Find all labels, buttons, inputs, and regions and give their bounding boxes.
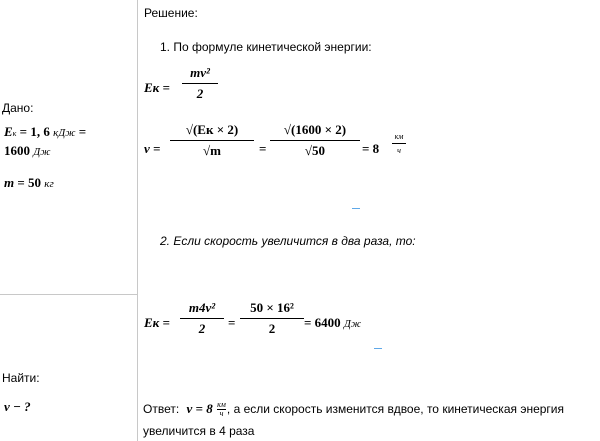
formula2-numerator-a: √(Eк × 2) xyxy=(185,122,239,137)
given-find-divider xyxy=(0,294,137,295)
formula3-lhs: Eк = xyxy=(144,315,170,330)
ek-equals: = xyxy=(78,124,87,139)
formula3-numerator-b: 50 × 16² xyxy=(250,300,294,315)
unit-h: ч xyxy=(397,146,401,155)
formula2-denominator-b: √50 xyxy=(304,143,326,158)
unit-km: км xyxy=(394,132,404,141)
ek-unit-kj: кДж xyxy=(53,127,76,139)
m-symbol: m xyxy=(4,175,15,190)
answer-unit xyxy=(217,401,226,418)
given-energy-joules xyxy=(4,143,50,159)
step-1-text: 1. По формуле кинетической энергии: xyxy=(160,40,372,54)
ek-value: = 1, 6 xyxy=(19,124,50,139)
fraction-bar xyxy=(182,83,218,84)
formula2-numerator-b: √(1600 × 2) xyxy=(283,122,347,137)
given-energy xyxy=(4,124,86,140)
fraction-bar xyxy=(170,140,254,141)
column-divider xyxy=(137,0,138,441)
m-value: = 50 xyxy=(17,175,42,190)
answer-text-1: , а если скорость изменится вдвое, то кинетическая энергия xyxy=(226,402,564,416)
formula1-denominator: 2 xyxy=(196,86,204,101)
fraction-bar xyxy=(270,140,360,141)
formula3-unit: Дж xyxy=(343,318,362,330)
given-mass xyxy=(4,175,54,191)
formula3-fraction-a xyxy=(180,300,224,337)
formula2-fraction-b xyxy=(270,122,360,159)
formula2-result: = 8 xyxy=(362,141,380,156)
formula2-denominator-a: √m xyxy=(203,143,221,158)
formula2-lhs: v = xyxy=(144,141,161,156)
answer-velocity: v = 8 xyxy=(186,401,213,416)
answer-unit-km: км xyxy=(217,400,226,410)
ek-value-joules: 1600 xyxy=(4,143,30,158)
fraction-bar xyxy=(240,318,304,319)
formula3-equals: = xyxy=(228,315,236,330)
solution-heading: Решение: xyxy=(144,6,198,20)
formula1-fraction xyxy=(182,65,218,102)
find-velocity: v − ? xyxy=(4,399,31,414)
formula2-unit xyxy=(392,132,406,155)
step-2-text: 2. Если скорость увеличится в два раза, то: xyxy=(160,234,416,248)
formula3-numerator-a: m4v² xyxy=(188,300,216,315)
formula1-lhs: Eк = xyxy=(144,80,170,95)
find-heading: Найти: xyxy=(2,371,40,385)
formula3-value: = 6400 xyxy=(304,315,341,330)
formula3-denominator-a: 2 xyxy=(198,321,206,336)
m-unit: кг xyxy=(44,178,54,190)
scan-mark xyxy=(352,208,360,209)
ek-symbol: E xyxy=(4,124,13,139)
answer-unit-h: ч xyxy=(219,409,224,419)
answer-prefix: Ответ: xyxy=(143,402,180,416)
formula1-numerator: mv² xyxy=(190,65,210,80)
ek-unit-j: Дж xyxy=(33,146,51,158)
fraction-bar xyxy=(392,143,406,144)
fraction-bar xyxy=(180,318,224,319)
given-heading: Дано: xyxy=(2,101,34,115)
ek-subscript: к xyxy=(12,129,17,138)
formula2-fraction-a xyxy=(170,122,254,159)
answer-line xyxy=(143,401,564,418)
scan-mark xyxy=(374,348,382,349)
formula3-result xyxy=(304,315,361,331)
formula3-denominator-b: 2 xyxy=(268,321,276,336)
answer-text-2: увеличится в 4 раза xyxy=(143,424,255,438)
formula3-fraction-b xyxy=(240,300,304,337)
formula2-equals: = xyxy=(259,141,267,156)
